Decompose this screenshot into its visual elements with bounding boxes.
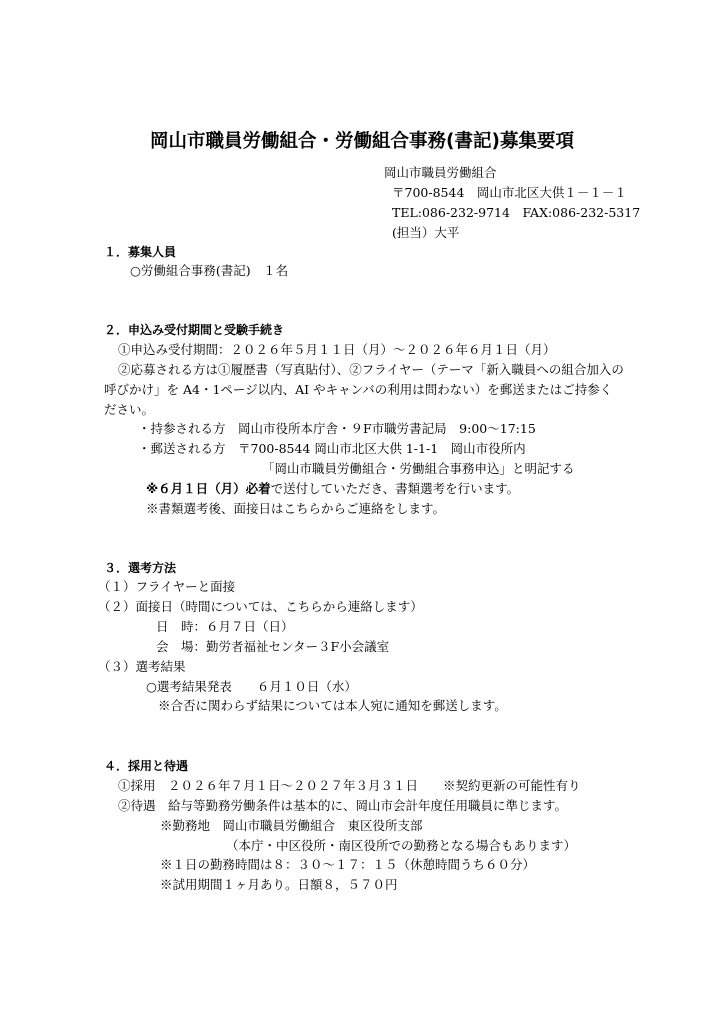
s3-line1: （１）フライヤーと面接 — [98, 579, 236, 594]
s4-line3: ※勤務地 岡山市職員労働組合 東区役所支部 — [160, 818, 423, 833]
section-1-heading: １．募集人員 — [104, 245, 177, 259]
section-3-heading: ３．選考方法 — [104, 561, 177, 575]
s3-line6: ○選考結果発表 ６月１０日（水） — [146, 679, 357, 694]
s2-line6: ・郵送される方 〒700-8544 岡山市北区大供 1-1-1 岡山市役所内 — [138, 441, 526, 456]
s3-line5: （３）選考結果 — [98, 659, 186, 674]
s4-line2: ②待遇 給与等勤務労働条件は基本的に、岡山市会計年度任用職員に準じます。 — [118, 798, 568, 813]
page-title: 岡山市職員労働組合・労働組合事務(書記)募集要項 — [150, 131, 574, 152]
s4-line5: ※１日の勤務時間は８：３０～１７：１５（休憩時間うち６０分） — [160, 857, 536, 872]
s2-line2: ②応募される方は①履歴書（写真貼付）、②フライヤー（テーマ「新入職員への組合加入の — [118, 362, 624, 377]
s3-line4: 会 場：勤労者福祉センター３F小会議室 — [156, 639, 390, 654]
s2-line4: ださい。 — [104, 402, 155, 417]
s3-line7: ※合否に関わらず結果については本人宛に通知を郵送します。 — [158, 698, 507, 713]
org-address: 〒700-8544 岡山市北区大供１－１－１ — [392, 185, 627, 200]
s2-line1: ①申込み受付期間：２０２６年５月１１日（月）～２０２６年６月１日（月） — [118, 342, 556, 357]
org-name: 岡山市職員労働組合 — [384, 165, 497, 180]
s4-line1: ①採用 ２０２６年７月１日～２０２７年３月３１日 ※契約更新の可能性有り — [118, 778, 581, 793]
s3-line3: 日 時：６月７日（日） — [156, 619, 294, 634]
s2-line7: 「岡山市職員労働組合・労働組合事務申込」と明記する — [262, 461, 575, 476]
s2-line9: ※書類選考後、面接日はこちらからご連絡をします。 — [146, 501, 446, 516]
s1-line1: ○労働組合事務(書記) １名 — [130, 263, 289, 278]
deadline-emphasis: ※６月１日（月）必着 — [146, 481, 271, 496]
deadline-rest: で送付していただき、書類選考を行います。 — [270, 481, 520, 496]
s2-line8 — [146, 481, 519, 497]
s2-line5: ・持参される方 岡山市役所本庁舎・９F市職労書記局 9:00～17:15 — [138, 421, 536, 436]
section-4-heading: ４．採用と待遇 — [104, 759, 189, 773]
org-person: (担当）大平 — [392, 225, 460, 240]
s2-line3: 呼びかけ」を A4・1ページ以内、AI やキャンバの利用は問わない）を郵送またはご持参く — [104, 382, 613, 397]
org-contact: TEL:086-232-9714 FAX:086-232-5317 — [392, 205, 641, 220]
s4-line4: （本庁・中区役所・南区役所での勤務となる場合もあります） — [226, 838, 577, 853]
section-2-heading: ２．申込み受付期間と受験手続き — [104, 323, 285, 337]
s3-line2: （２）面接日（時間については、こちらから連絡します） — [98, 599, 423, 614]
s4-line6: ※試用期間１ヶ月あり。日額８，５７０円 — [160, 877, 398, 892]
